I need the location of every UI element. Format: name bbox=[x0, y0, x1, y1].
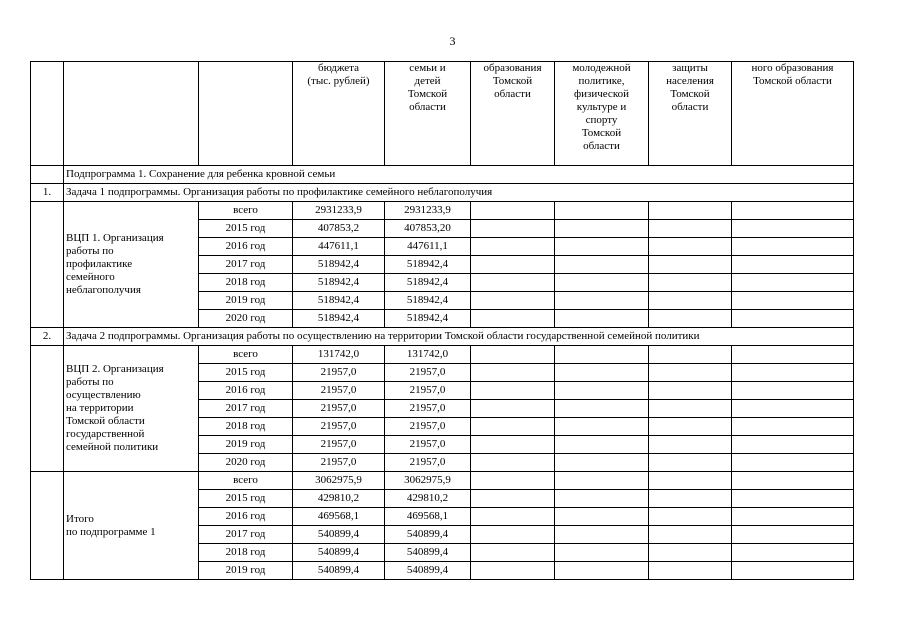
budget-table bbox=[30, 61, 854, 580]
social-dept-cell bbox=[649, 436, 732, 454]
period-cell: 2019 год bbox=[199, 436, 293, 454]
social-dept-cell bbox=[649, 256, 732, 274]
education-dept-cell bbox=[471, 562, 555, 580]
budget-cell: 21957,0 bbox=[293, 454, 385, 472]
period-cell: 2019 год bbox=[199, 562, 293, 580]
family-dept-cell: 518942,4 bbox=[385, 292, 471, 310]
family-dept-cell: 469568,1 bbox=[385, 508, 471, 526]
education-dept-cell bbox=[471, 418, 555, 436]
youth-dept-cell bbox=[555, 562, 649, 580]
education-dept-cell bbox=[471, 202, 555, 220]
general-education-dept-cell bbox=[732, 310, 854, 328]
family-dept-cell: 518942,4 bbox=[385, 256, 471, 274]
family-dept-cell: 2931233,9 bbox=[385, 202, 471, 220]
education-dept-cell bbox=[471, 544, 555, 562]
social-dept-cell bbox=[649, 562, 732, 580]
period-cell: всего bbox=[199, 202, 293, 220]
period-cell: 2017 год bbox=[199, 400, 293, 418]
education-dept-cell bbox=[471, 256, 555, 274]
social-dept-cell bbox=[649, 472, 732, 490]
budget-cell: 3062975,9 bbox=[293, 472, 385, 490]
general-education-dept-cell bbox=[732, 508, 854, 526]
social-dept-cell bbox=[649, 508, 732, 526]
family-dept-cell: 407853,20 bbox=[385, 220, 471, 238]
general-education-dept-cell bbox=[732, 256, 854, 274]
budget-cell: 518942,4 bbox=[293, 274, 385, 292]
period-cell: 2018 год bbox=[199, 418, 293, 436]
youth-dept-cell bbox=[555, 220, 649, 238]
header-cell-number bbox=[31, 62, 64, 166]
task1-number: 1. bbox=[31, 184, 64, 202]
budget-cell: 2931233,9 bbox=[293, 202, 385, 220]
education-dept-cell bbox=[471, 238, 555, 256]
general-education-dept-cell bbox=[732, 418, 854, 436]
social-dept-cell bbox=[649, 454, 732, 472]
budget-cell: 447611,1 bbox=[293, 238, 385, 256]
header-cell-social-dept: защиты населения Томской области bbox=[649, 62, 732, 166]
youth-dept-cell bbox=[555, 238, 649, 256]
youth-dept-cell bbox=[555, 400, 649, 418]
family-dept-cell: 3062975,9 bbox=[385, 472, 471, 490]
budget-cell: 518942,4 bbox=[293, 292, 385, 310]
family-dept-cell: 21957,0 bbox=[385, 364, 471, 382]
general-education-dept-cell bbox=[732, 562, 854, 580]
family-dept-cell: 21957,0 bbox=[385, 400, 471, 418]
family-dept-cell: 540899,4 bbox=[385, 526, 471, 544]
family-dept-cell: 518942,4 bbox=[385, 310, 471, 328]
budget-cell: 407853,2 bbox=[293, 220, 385, 238]
subprogram-row bbox=[31, 166, 854, 184]
youth-dept-cell bbox=[555, 418, 649, 436]
social-dept-cell bbox=[649, 382, 732, 400]
budget-cell: 21957,0 bbox=[293, 436, 385, 454]
education-dept-cell bbox=[471, 382, 555, 400]
subprogram-number-cell bbox=[31, 166, 64, 184]
youth-dept-cell bbox=[555, 544, 649, 562]
general-education-dept-cell bbox=[732, 238, 854, 256]
period-cell: 2016 год bbox=[199, 382, 293, 400]
youth-dept-cell bbox=[555, 472, 649, 490]
task2-label: ВЦП 2. Организация работы по осуществлению на территории Томской области государственной семейной политики bbox=[64, 346, 199, 472]
education-dept-cell bbox=[471, 400, 555, 418]
social-dept-cell bbox=[649, 238, 732, 256]
budget-cell: 21957,0 bbox=[293, 400, 385, 418]
page-number: 3 bbox=[449, 34, 456, 48]
budget-cell: 540899,4 bbox=[293, 526, 385, 544]
period-cell: 2020 год bbox=[199, 310, 293, 328]
education-dept-cell bbox=[471, 220, 555, 238]
header-cell-budget: бюджета (тыс. рублей) bbox=[293, 62, 385, 166]
social-dept-cell bbox=[649, 220, 732, 238]
youth-dept-cell bbox=[555, 202, 649, 220]
general-education-dept-cell bbox=[732, 364, 854, 382]
family-dept-cell: 21957,0 bbox=[385, 436, 471, 454]
general-education-dept-cell bbox=[732, 400, 854, 418]
header-row bbox=[31, 62, 854, 166]
education-dept-cell bbox=[471, 346, 555, 364]
header-cell-name bbox=[64, 62, 199, 166]
budget-cell: 21957,0 bbox=[293, 418, 385, 436]
period-cell: всего bbox=[199, 346, 293, 364]
education-dept-cell bbox=[471, 472, 555, 490]
subprogram-title: Подпрограмма 1. Сохранение для ребенка кровной семьи bbox=[64, 166, 854, 184]
task2-number-cell bbox=[31, 346, 64, 472]
period-cell: 2016 год bbox=[199, 238, 293, 256]
table-row bbox=[31, 346, 854, 364]
family-dept-cell: 429810,2 bbox=[385, 490, 471, 508]
general-education-dept-cell bbox=[732, 202, 854, 220]
task2-number: 2. bbox=[31, 328, 64, 346]
social-dept-cell bbox=[649, 490, 732, 508]
general-education-dept-cell bbox=[732, 220, 854, 238]
header-cell-youth-dept: молодежной политике, физической культуре и спорту Томской области bbox=[555, 62, 649, 166]
education-dept-cell bbox=[471, 454, 555, 472]
social-dept-cell bbox=[649, 418, 732, 436]
youth-dept-cell bbox=[555, 436, 649, 454]
general-education-dept-cell bbox=[732, 292, 854, 310]
header-cell-education-dept: образования Томской области bbox=[471, 62, 555, 166]
task2-row bbox=[31, 328, 854, 346]
youth-dept-cell bbox=[555, 382, 649, 400]
youth-dept-cell bbox=[555, 454, 649, 472]
youth-dept-cell bbox=[555, 364, 649, 382]
youth-dept-cell bbox=[555, 256, 649, 274]
budget-cell: 21957,0 bbox=[293, 364, 385, 382]
budget-cell: 429810,2 bbox=[293, 490, 385, 508]
youth-dept-cell bbox=[555, 526, 649, 544]
general-education-dept-cell bbox=[732, 472, 854, 490]
period-cell: всего bbox=[199, 472, 293, 490]
period-cell: 2017 год bbox=[199, 526, 293, 544]
social-dept-cell bbox=[649, 274, 732, 292]
family-dept-cell: 447611,1 bbox=[385, 238, 471, 256]
period-cell: 2018 год bbox=[199, 274, 293, 292]
family-dept-cell: 540899,4 bbox=[385, 544, 471, 562]
education-dept-cell bbox=[471, 274, 555, 292]
education-dept-cell bbox=[471, 490, 555, 508]
general-education-dept-cell bbox=[732, 544, 854, 562]
general-education-dept-cell bbox=[732, 436, 854, 454]
period-cell: 2018 год bbox=[199, 544, 293, 562]
table-row bbox=[31, 202, 854, 220]
family-dept-cell: 21957,0 bbox=[385, 382, 471, 400]
general-education-dept-cell bbox=[732, 490, 854, 508]
social-dept-cell bbox=[649, 346, 732, 364]
education-dept-cell bbox=[471, 292, 555, 310]
social-dept-cell bbox=[649, 544, 732, 562]
total-number-cell bbox=[31, 472, 64, 580]
task1-number-cell bbox=[31, 202, 64, 328]
youth-dept-cell bbox=[555, 274, 649, 292]
family-dept-cell: 131742,0 bbox=[385, 346, 471, 364]
social-dept-cell bbox=[649, 364, 732, 382]
education-dept-cell bbox=[471, 526, 555, 544]
education-dept-cell bbox=[471, 364, 555, 382]
education-dept-cell bbox=[471, 508, 555, 526]
budget-cell: 131742,0 bbox=[293, 346, 385, 364]
period-cell: 2020 год bbox=[199, 454, 293, 472]
education-dept-cell bbox=[471, 436, 555, 454]
youth-dept-cell bbox=[555, 346, 649, 364]
task1-label: ВЦП 1. Организация работы по профилактике семейного неблагополучия bbox=[64, 202, 199, 328]
family-dept-cell: 21957,0 bbox=[385, 418, 471, 436]
period-cell: 2016 год bbox=[199, 508, 293, 526]
family-dept-cell: 21957,0 bbox=[385, 454, 471, 472]
general-education-dept-cell bbox=[732, 274, 854, 292]
social-dept-cell bbox=[649, 526, 732, 544]
period-cell: 2017 год bbox=[199, 256, 293, 274]
youth-dept-cell bbox=[555, 490, 649, 508]
youth-dept-cell bbox=[555, 292, 649, 310]
general-education-dept-cell bbox=[732, 382, 854, 400]
family-dept-cell: 540899,4 bbox=[385, 562, 471, 580]
task1-title: Задача 1 подпрограммы. Организация работы по профилактике семейного неблагополучия bbox=[64, 184, 854, 202]
social-dept-cell bbox=[649, 292, 732, 310]
task1-row bbox=[31, 184, 854, 202]
general-education-dept-cell bbox=[732, 526, 854, 544]
general-education-dept-cell bbox=[732, 454, 854, 472]
social-dept-cell bbox=[649, 310, 732, 328]
period-cell: 2015 год bbox=[199, 220, 293, 238]
youth-dept-cell bbox=[555, 310, 649, 328]
table-row bbox=[31, 472, 854, 490]
period-cell: 2015 год bbox=[199, 490, 293, 508]
header-cell-family-dept: семьи и детей Томской области bbox=[385, 62, 471, 166]
budget-cell: 469568,1 bbox=[293, 508, 385, 526]
budget-cell: 540899,4 bbox=[293, 544, 385, 562]
header-cell-general-education-dept: ного образования Томской области bbox=[732, 62, 854, 166]
general-education-dept-cell bbox=[732, 346, 854, 364]
social-dept-cell bbox=[649, 202, 732, 220]
budget-cell: 540899,4 bbox=[293, 562, 385, 580]
social-dept-cell bbox=[649, 400, 732, 418]
period-cell: 2015 год bbox=[199, 364, 293, 382]
task2-title: Задача 2 подпрограммы. Организация работы по осуществлению на территории Томской области государственной семейной политики bbox=[64, 328, 854, 346]
budget-cell: 518942,4 bbox=[293, 310, 385, 328]
family-dept-cell: 518942,4 bbox=[385, 274, 471, 292]
budget-cell: 21957,0 bbox=[293, 382, 385, 400]
header-cell-period bbox=[199, 62, 293, 166]
total-label: Итого по подпрограмме 1 bbox=[64, 472, 199, 580]
youth-dept-cell bbox=[555, 508, 649, 526]
period-cell: 2019 год bbox=[199, 292, 293, 310]
education-dept-cell bbox=[471, 310, 555, 328]
budget-cell: 518942,4 bbox=[293, 256, 385, 274]
